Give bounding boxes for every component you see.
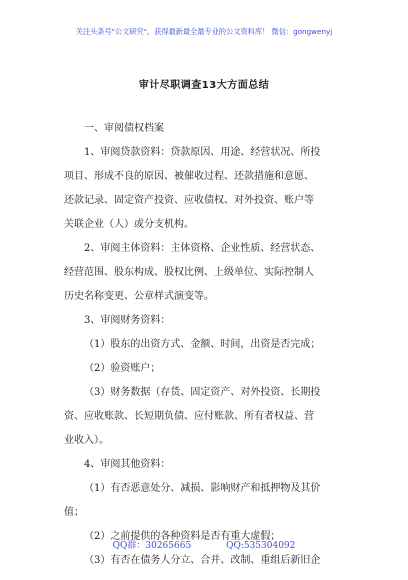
paragraph-line: 值； xyxy=(64,507,84,518)
paragraph-line: 4、审阅其他资料： xyxy=(84,459,171,470)
paragraph-line: 1、审阅贷款资料：贷款原因、用途、经营状况、所投 xyxy=(84,147,321,158)
paragraph-line: 历史名称变更、公章样式演变等。 xyxy=(64,291,214,302)
header-banner: 关注头条号"公文研究"，获得最新最全最专业的公文资料库！ 微信：gongwenyj xyxy=(75,27,333,36)
document-body xyxy=(64,117,354,573)
paragraph-line: 还款记录、固定资产投资、应收债权、对外投资、账户等 xyxy=(64,195,314,206)
document-title: 审计尽职调查13大方面总结 xyxy=(138,80,270,91)
paragraph-line: 3、审阅财务资料： xyxy=(84,315,171,326)
footer-contact xyxy=(0,538,408,551)
footer-qq-number: QQ:535304092 xyxy=(226,541,296,551)
paragraph-line: （2）之前提供的各种资料是否有重大虚假； xyxy=(84,531,281,542)
paragraph-line: 资、应收账款、长短期负债、应付账款、所有者权益、营 xyxy=(64,411,314,422)
paragraph-line: （3）财务数据（存货、固定资产、对外投资、长期投 xyxy=(84,387,321,398)
paragraph-line: 一、审阅债权档案 xyxy=(84,123,164,134)
paragraph-line: 关联企业（人）或分支机构。 xyxy=(64,219,194,230)
paragraph-line: 业收入）。 xyxy=(64,435,109,446)
paragraph-line: （1）股东的出资方式、金额、时间，出资是否完成； xyxy=(84,339,321,350)
paragraph-line: （2）验资账户； xyxy=(84,363,161,374)
paragraph-line: （3）有否在债务人分立、合并、改制、重组后新旧企 xyxy=(84,555,321,566)
paragraph-line: 项目、形成不良的原因、被催收过程、还款措施和意愿、 xyxy=(64,171,314,182)
paragraph-line: （1）有否恶意处分、减损、影响财产和抵押物及其价 xyxy=(84,483,321,494)
footer-qq-group: QQ群：30265665 xyxy=(112,541,192,551)
paragraph-line: 2、审阅主体资料：主体资格、企业性质、经营状态、 xyxy=(84,243,321,254)
paragraph-line: 经营范围、股东构成、股权比例、上级单位、实际控制人 xyxy=(64,267,314,278)
